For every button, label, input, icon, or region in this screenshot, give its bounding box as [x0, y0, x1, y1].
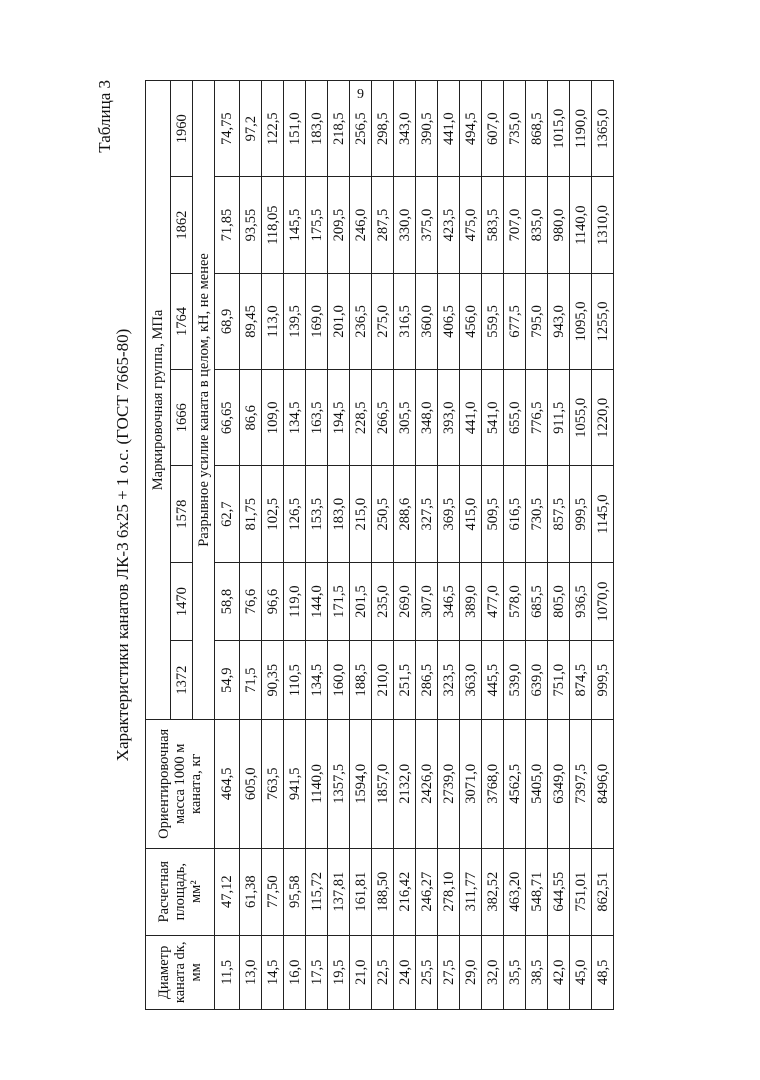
- table-cell: 477,0: [482, 562, 504, 641]
- table-cell: 305,5: [394, 370, 416, 466]
- table-cell: 644,55: [548, 848, 570, 935]
- table-title: Характеристики канатов ЛК-3 6х25 + 1 о.с. (ГОСТ 7665-80): [113, 328, 132, 762]
- table-row: [592, 81, 614, 1010]
- table-cell: 3071,0: [460, 719, 482, 848]
- table-cell: 1145,0: [592, 466, 614, 562]
- table-cell: 77,50: [262, 848, 284, 935]
- table-cell: 61,38: [240, 848, 262, 935]
- table-cell: 685,5: [526, 562, 548, 641]
- table-cell: 17,5: [306, 935, 328, 1009]
- table-cell: 2426,0: [416, 719, 438, 848]
- table-cell: 97,2: [240, 81, 262, 177]
- header-grade-group: Маркировочная группа, МПа: [146, 81, 171, 720]
- table-cell: 235,0: [372, 562, 394, 641]
- table-cell: 122,5: [262, 81, 284, 177]
- table-row: [570, 81, 592, 1010]
- table-cell: 126,5: [284, 466, 306, 562]
- header-diameter: Диаметр каната dк, мм: [146, 935, 215, 1009]
- table-cell: 183,0: [328, 466, 350, 562]
- table-cell: 145,5: [284, 177, 306, 273]
- table-cell: 201,0: [328, 273, 350, 369]
- table-cell: 216,42: [394, 848, 416, 935]
- table-cell: 74,75: [215, 81, 240, 177]
- table-cell: 19,5: [328, 935, 350, 1009]
- table-row: [504, 81, 526, 1010]
- table-row: [526, 81, 548, 1010]
- table-row: [306, 81, 328, 1010]
- table-row: [394, 81, 416, 1010]
- table-cell: 1095,0: [570, 273, 592, 369]
- table-cell: 151,0: [284, 81, 306, 177]
- table-cell: 382,52: [482, 848, 504, 935]
- table-cell: 346,5: [438, 562, 460, 641]
- table-cell: 48,5: [592, 935, 614, 1009]
- table-cell: 441,0: [460, 370, 482, 466]
- table-cell: 857,5: [548, 466, 570, 562]
- table-cell: 795,0: [526, 273, 548, 369]
- header-grade-1372: 1372: [171, 641, 193, 720]
- table-cell: 1190,0: [570, 81, 592, 177]
- table-cell: 509,5: [482, 466, 504, 562]
- table-cell: 1357,5: [328, 719, 350, 848]
- table-cell: 29,0: [460, 935, 482, 1009]
- table-cell: 14,5: [262, 935, 284, 1009]
- table-cell: 161,81: [350, 848, 372, 935]
- table-cell: 153,5: [306, 466, 328, 562]
- table-cell: 246,0: [350, 177, 372, 273]
- table-cell: 171,5: [328, 562, 350, 641]
- table-cell: 96,6: [262, 562, 284, 641]
- table-cell: 210,0: [372, 641, 394, 720]
- table-cell: 118,05: [262, 177, 284, 273]
- table-cell: 1365,0: [592, 81, 614, 177]
- header-grade-1470: 1470: [171, 562, 193, 641]
- table-cell: 8496,0: [592, 719, 614, 848]
- table-cell: 441,0: [438, 81, 460, 177]
- table-row: [284, 81, 306, 1010]
- header-grade-1764: 1764: [171, 273, 193, 369]
- table-cell: 751,0: [548, 641, 570, 720]
- table-row: [328, 81, 350, 1010]
- table-row: [548, 81, 570, 1010]
- table-cell: 7397,5: [570, 719, 592, 848]
- table-cell: 109,0: [262, 370, 284, 466]
- table-cell: 256,5: [350, 81, 372, 177]
- table-cell: 330,0: [394, 177, 416, 273]
- table-row: [460, 81, 482, 1010]
- table-cell: 81,75: [240, 466, 262, 562]
- table-cell: 363,0: [460, 641, 482, 720]
- table-cell: 541,0: [482, 370, 504, 466]
- table-cell: 445,5: [482, 641, 504, 720]
- header-area: Расчетная площадь, мм²: [146, 848, 215, 935]
- table-cell: 13,0: [240, 935, 262, 1009]
- table-cell: 119,0: [284, 562, 306, 641]
- table-cell: 707,0: [504, 177, 526, 273]
- table-cell: 1857,0: [372, 719, 394, 848]
- table-row: [262, 81, 284, 1010]
- table-cell: 201,5: [350, 562, 372, 641]
- table-cell: 936,5: [570, 562, 592, 641]
- table-cell: 27,5: [438, 935, 460, 1009]
- table-cell: 1140,0: [306, 719, 328, 848]
- rotated-table-region: [95, 80, 611, 1010]
- table-cell: 47,12: [215, 848, 240, 935]
- table-cell: 583,5: [482, 177, 504, 273]
- table-cell: 475,0: [460, 177, 482, 273]
- table-cell: 2739,0: [438, 719, 460, 848]
- table-cell: 1070,0: [592, 562, 614, 641]
- table-cell: 559,5: [482, 273, 504, 369]
- table-cell: 169,0: [306, 273, 328, 369]
- header-mass: Ориентировочная масса 1000 м каната, кг: [146, 719, 215, 848]
- table-cell: 163,5: [306, 370, 328, 466]
- table-cell: 218,5: [328, 81, 350, 177]
- table-cell: 16,0: [284, 935, 306, 1009]
- table-cell: 868,5: [526, 81, 548, 177]
- table-cell: 1594,0: [350, 719, 372, 848]
- table-cell: 45,0: [570, 935, 592, 1009]
- table-cell: 677,5: [504, 273, 526, 369]
- table-cell: 805,0: [548, 562, 570, 641]
- table-row: [350, 81, 372, 1010]
- table-cell: 32,0: [482, 935, 504, 1009]
- table-cell: 415,0: [460, 466, 482, 562]
- table-cell: 93,55: [240, 177, 262, 273]
- table-row: [416, 81, 438, 1010]
- table-cell: 943,0: [548, 273, 570, 369]
- table-cell: 548,71: [526, 848, 548, 935]
- table-cell: 287,5: [372, 177, 394, 273]
- table-cell: 389,0: [460, 562, 482, 641]
- table-cell: 42,0: [548, 935, 570, 1009]
- table-cell: 911,5: [548, 370, 570, 466]
- table-cell: 1015,0: [548, 81, 570, 177]
- table-cell: 144,0: [306, 562, 328, 641]
- table-cell: 835,0: [526, 177, 548, 273]
- table-cell: 494,5: [460, 81, 482, 177]
- table-cell: 763,5: [262, 719, 284, 848]
- table-cell: 980,0: [548, 177, 570, 273]
- table-cell: 54,9: [215, 641, 240, 720]
- table-cell: 730,5: [526, 466, 548, 562]
- table-cell: 134,5: [284, 370, 306, 466]
- table-row: [215, 81, 240, 1010]
- table-row: [240, 81, 262, 1010]
- table-row: [482, 81, 504, 1010]
- table-cell: 250,5: [372, 466, 394, 562]
- table-cell: 2132,0: [394, 719, 416, 848]
- table-cell: 6349,0: [548, 719, 570, 848]
- table-cell: 862,51: [592, 848, 614, 935]
- table-cell: 251,5: [394, 641, 416, 720]
- table-cell: 1055,0: [570, 370, 592, 466]
- table-cell: 188,50: [372, 848, 394, 935]
- table-cell: 266,5: [372, 370, 394, 466]
- table-cell: 1140,0: [570, 177, 592, 273]
- table-cell: 134,5: [306, 641, 328, 720]
- table-cell: 456,0: [460, 273, 482, 369]
- table-cell: 286,5: [416, 641, 438, 720]
- table-cell: 35,5: [504, 935, 526, 1009]
- table-cell: 390,5: [416, 81, 438, 177]
- table-cell: 607,0: [482, 81, 504, 177]
- table-cell: 348,0: [416, 370, 438, 466]
- table-cell: 76,6: [240, 562, 262, 641]
- table-cell: 236,5: [350, 273, 372, 369]
- table-cell: 605,0: [240, 719, 262, 848]
- table-cell: 941,5: [284, 719, 306, 848]
- table-label: Таблица 3: [95, 80, 114, 153]
- table-cell: 639,0: [526, 641, 548, 720]
- table-cell: 999,5: [592, 641, 614, 720]
- table-cell: 327,5: [416, 466, 438, 562]
- table-cell: 102,5: [262, 466, 284, 562]
- table-cell: 71,5: [240, 641, 262, 720]
- table-cell: 311,77: [460, 848, 482, 935]
- table-cell: 464,5: [215, 719, 240, 848]
- table-cell: 188,5: [350, 641, 372, 720]
- table-cell: 110,5: [284, 641, 306, 720]
- table-cell: 288,6: [394, 466, 416, 562]
- table-cell: 90,35: [262, 641, 284, 720]
- table-cell: 751,01: [570, 848, 592, 935]
- table-cell: 22,5: [372, 935, 394, 1009]
- table-cell: 316,5: [394, 273, 416, 369]
- table-cell: 4562,5: [504, 719, 526, 848]
- table-cell: 115,72: [306, 848, 328, 935]
- table-cell: 463,20: [504, 848, 526, 935]
- table-cell: 578,0: [504, 562, 526, 641]
- table-cell: 1255,0: [592, 273, 614, 369]
- table-cell: 278,10: [438, 848, 460, 935]
- table-cell: 874,5: [570, 641, 592, 720]
- table-cell: 999,5: [570, 466, 592, 562]
- table-cell: 139,5: [284, 273, 306, 369]
- table-cell: 343,0: [394, 81, 416, 177]
- table-cell: 360,0: [416, 273, 438, 369]
- table-cell: 655,0: [504, 370, 526, 466]
- table-cell: 298,5: [372, 81, 394, 177]
- table-cell: 323,5: [438, 641, 460, 720]
- table-cell: 11,5: [215, 935, 240, 1009]
- table-cell: 406,5: [438, 273, 460, 369]
- table-cell: 423,5: [438, 177, 460, 273]
- table-cell: 137,81: [328, 848, 350, 935]
- table-cell: 86,6: [240, 370, 262, 466]
- table-cell: 1310,0: [592, 177, 614, 273]
- table-cell: 194,5: [328, 370, 350, 466]
- table-cell: 71,85: [215, 177, 240, 273]
- table-cell: 275,0: [372, 273, 394, 369]
- table-cell: 215,0: [350, 466, 372, 562]
- table-cell: 95,58: [284, 848, 306, 935]
- header-grade-1862: 1862: [171, 177, 193, 273]
- table-cell: 62,7: [215, 466, 240, 562]
- table-cell: 58,8: [215, 562, 240, 641]
- table-cell: 375,0: [416, 177, 438, 273]
- table-cell: 776,5: [526, 370, 548, 466]
- table-cell: 5405,0: [526, 719, 548, 848]
- table-cell: 269,0: [394, 562, 416, 641]
- table-cell: 113,0: [262, 273, 284, 369]
- table-cell: 160,0: [328, 641, 350, 720]
- table-cell: 68,9: [215, 273, 240, 369]
- table-row: [438, 81, 460, 1010]
- header-breaking-force: Разрывное усилие каната в целом, кН, не менее: [193, 81, 215, 720]
- table-cell: 1220,0: [592, 370, 614, 466]
- table-cell: 25,5: [416, 935, 438, 1009]
- table-cell: 89,45: [240, 273, 262, 369]
- page-number: 9: [357, 87, 364, 102]
- table-cell: 369,5: [438, 466, 460, 562]
- table-body: [215, 81, 614, 1010]
- table-cell: 183,0: [306, 81, 328, 177]
- table-cell: 616,5: [504, 466, 526, 562]
- table-cell: 24,0: [394, 935, 416, 1009]
- table-cell: 246,27: [416, 848, 438, 935]
- table-cell: 3768,0: [482, 719, 504, 848]
- table-cell: 393,0: [438, 370, 460, 466]
- table-cell: 307,0: [416, 562, 438, 641]
- header-grade-1960: 1960: [171, 81, 193, 177]
- table-cell: 38,5: [526, 935, 548, 1009]
- table-cell: 21,0: [350, 935, 372, 1009]
- table-cell: 735,0: [504, 81, 526, 177]
- table-cell: 175,5: [306, 177, 328, 273]
- table-row: [372, 81, 394, 1010]
- table-cell: 66,65: [215, 370, 240, 466]
- table-cell: 209,5: [328, 177, 350, 273]
- header-grade-1578: 1578: [171, 466, 193, 562]
- table-cell: 539,0: [504, 641, 526, 720]
- header-grade-1666: 1666: [171, 370, 193, 466]
- table-cell: 228,5: [350, 370, 372, 466]
- rope-characteristics-table: [145, 80, 614, 1010]
